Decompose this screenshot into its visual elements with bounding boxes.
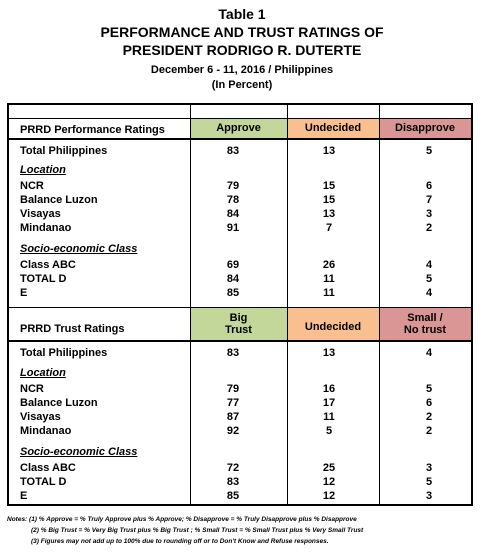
cell-value: 4 (425, 287, 433, 299)
cell-value: 3 (425, 462, 433, 474)
note-1: Notes: (1) % Approve = % Truly Approve plus % Approve; % Disapprove = % Truly Disapprove plus % Disapprove (7, 516, 357, 523)
cell-value: 5 (425, 476, 433, 488)
trust-big-trust-line2: Trust (225, 324, 252, 336)
trust-small-no-trust-header (379, 308, 471, 340)
socioeconomic-subheading: Socio-economic Class (20, 243, 138, 255)
trust-small-line1: Small / (407, 312, 443, 324)
cell-value: 6 (425, 180, 433, 192)
cell-value: 25 (322, 462, 336, 474)
cell-value: 84 (226, 208, 240, 220)
cell-value: 16 (322, 383, 336, 395)
cell-value: 83 (226, 347, 240, 359)
location-subheading: Location (20, 367, 66, 379)
location-subheading: Location (20, 164, 66, 176)
trust-big-trust-line1: Big (229, 312, 248, 324)
title-line-1: PERFORMANCE AND TRUST RATINGS OF (100, 24, 384, 40)
cell-value: 91 (226, 222, 240, 234)
row-label-total-d: TOTAL D (20, 273, 67, 285)
survey-dates: December 6 - 11, 2016 / Philippines (150, 64, 334, 76)
row-divider (7, 340, 473, 342)
cell-value: 85 (226, 287, 240, 299)
cell-value: 13 (322, 347, 336, 359)
row-label-e: E (20, 490, 28, 502)
cell-value: 2 (425, 222, 433, 234)
cell-value: 11 (323, 273, 335, 285)
cell-value: 5 (425, 145, 433, 157)
cell-value: 69 (226, 259, 240, 271)
cell-value: 5 (425, 273, 433, 285)
cell-value: 11 (323, 411, 335, 423)
table-number: Table 1 (218, 6, 266, 22)
row-divider (7, 118, 473, 119)
cell-value: 17 (322, 397, 336, 409)
column-divider (379, 103, 380, 506)
cell-value: 2 (425, 411, 433, 423)
note-2: (2) % Big Trust = % Very Big Trust plus % Big Trust ; % Small Trust = % Small Trust plus % Very Small Trust (31, 527, 364, 534)
cell-value: 4 (425, 347, 433, 359)
cell-value: 12 (322, 476, 336, 488)
cell-value: 79 (226, 383, 240, 395)
trust-small-line2: No trust (403, 324, 447, 336)
row-label-ncr: NCR (20, 383, 44, 395)
cell-value: 4 (425, 259, 433, 271)
cell-value: 87 (226, 411, 240, 423)
row-label-total: Total Philippines (20, 145, 108, 157)
cell-value: 72 (226, 462, 240, 474)
unit-note: (In Percent) (211, 79, 273, 91)
column-divider (190, 103, 191, 506)
cell-value: 7 (325, 222, 333, 234)
cell-value: 13 (322, 145, 336, 157)
trust-section-header: PRRD Trust Ratings (20, 323, 125, 335)
cell-value: 77 (226, 397, 240, 409)
cell-value: 83 (226, 476, 240, 488)
cell-value: 5 (325, 425, 333, 437)
cell-value: 12 (322, 490, 336, 502)
cell-value: 15 (322, 180, 336, 192)
trust-big-trust-header (190, 308, 287, 340)
row-label-mindanao: Mindanao (20, 222, 72, 234)
row-label-total-d: TOTAL D (20, 476, 67, 488)
cell-value: 26 (322, 259, 336, 271)
note-3: (3) Figures may not add up to 100% due to rounding off or to Don't Know and Refuse responses. (31, 538, 329, 545)
cell-value: 3 (425, 490, 433, 502)
trust-undecided-header: Undecided (287, 308, 379, 340)
row-label-visayas: Visayas (20, 208, 61, 220)
row-label-balance-luzon: Balance Luzon (20, 397, 98, 409)
row-divider (7, 307, 473, 308)
cell-value: 92 (226, 425, 240, 437)
socioeconomic-subheading: Socio-economic Class (20, 446, 138, 458)
row-label-e: E (20, 287, 28, 299)
cell-value: 83 (226, 145, 240, 157)
row-label-mindanao: Mindanao (20, 425, 72, 437)
cell-value: 2 (425, 425, 433, 437)
cell-value: 79 (226, 180, 240, 192)
cell-value: 5 (425, 383, 433, 395)
row-label-class-abc: Class ABC (20, 259, 76, 271)
title-line-2: PRESIDENT RODRIGO R. DUTERTE (122, 42, 362, 58)
performance-undecided-header: Undecided (287, 118, 379, 138)
row-label-total: Total Philippines (20, 347, 108, 359)
row-label-visayas: Visayas (20, 411, 61, 423)
performance-disapprove-header: Disapprove (379, 118, 471, 138)
row-label-balance-luzon: Balance Luzon (20, 194, 98, 206)
cell-value: 3 (425, 208, 433, 220)
cell-value: 11 (323, 287, 335, 299)
cell-value: 6 (425, 397, 433, 409)
performance-section-header: PRRD Performance Ratings (20, 124, 165, 136)
row-label-class-abc: Class ABC (20, 462, 76, 474)
performance-approve-header: Approve (190, 118, 287, 138)
column-divider (287, 103, 288, 506)
cell-value: 7 (425, 194, 433, 206)
cell-value: 13 (322, 208, 336, 220)
row-label-ncr: NCR (20, 180, 44, 192)
cell-value: 84 (226, 273, 240, 285)
row-divider (7, 138, 473, 140)
cell-value: 78 (226, 194, 240, 206)
cell-value: 15 (322, 194, 336, 206)
cell-value: 85 (226, 490, 240, 502)
